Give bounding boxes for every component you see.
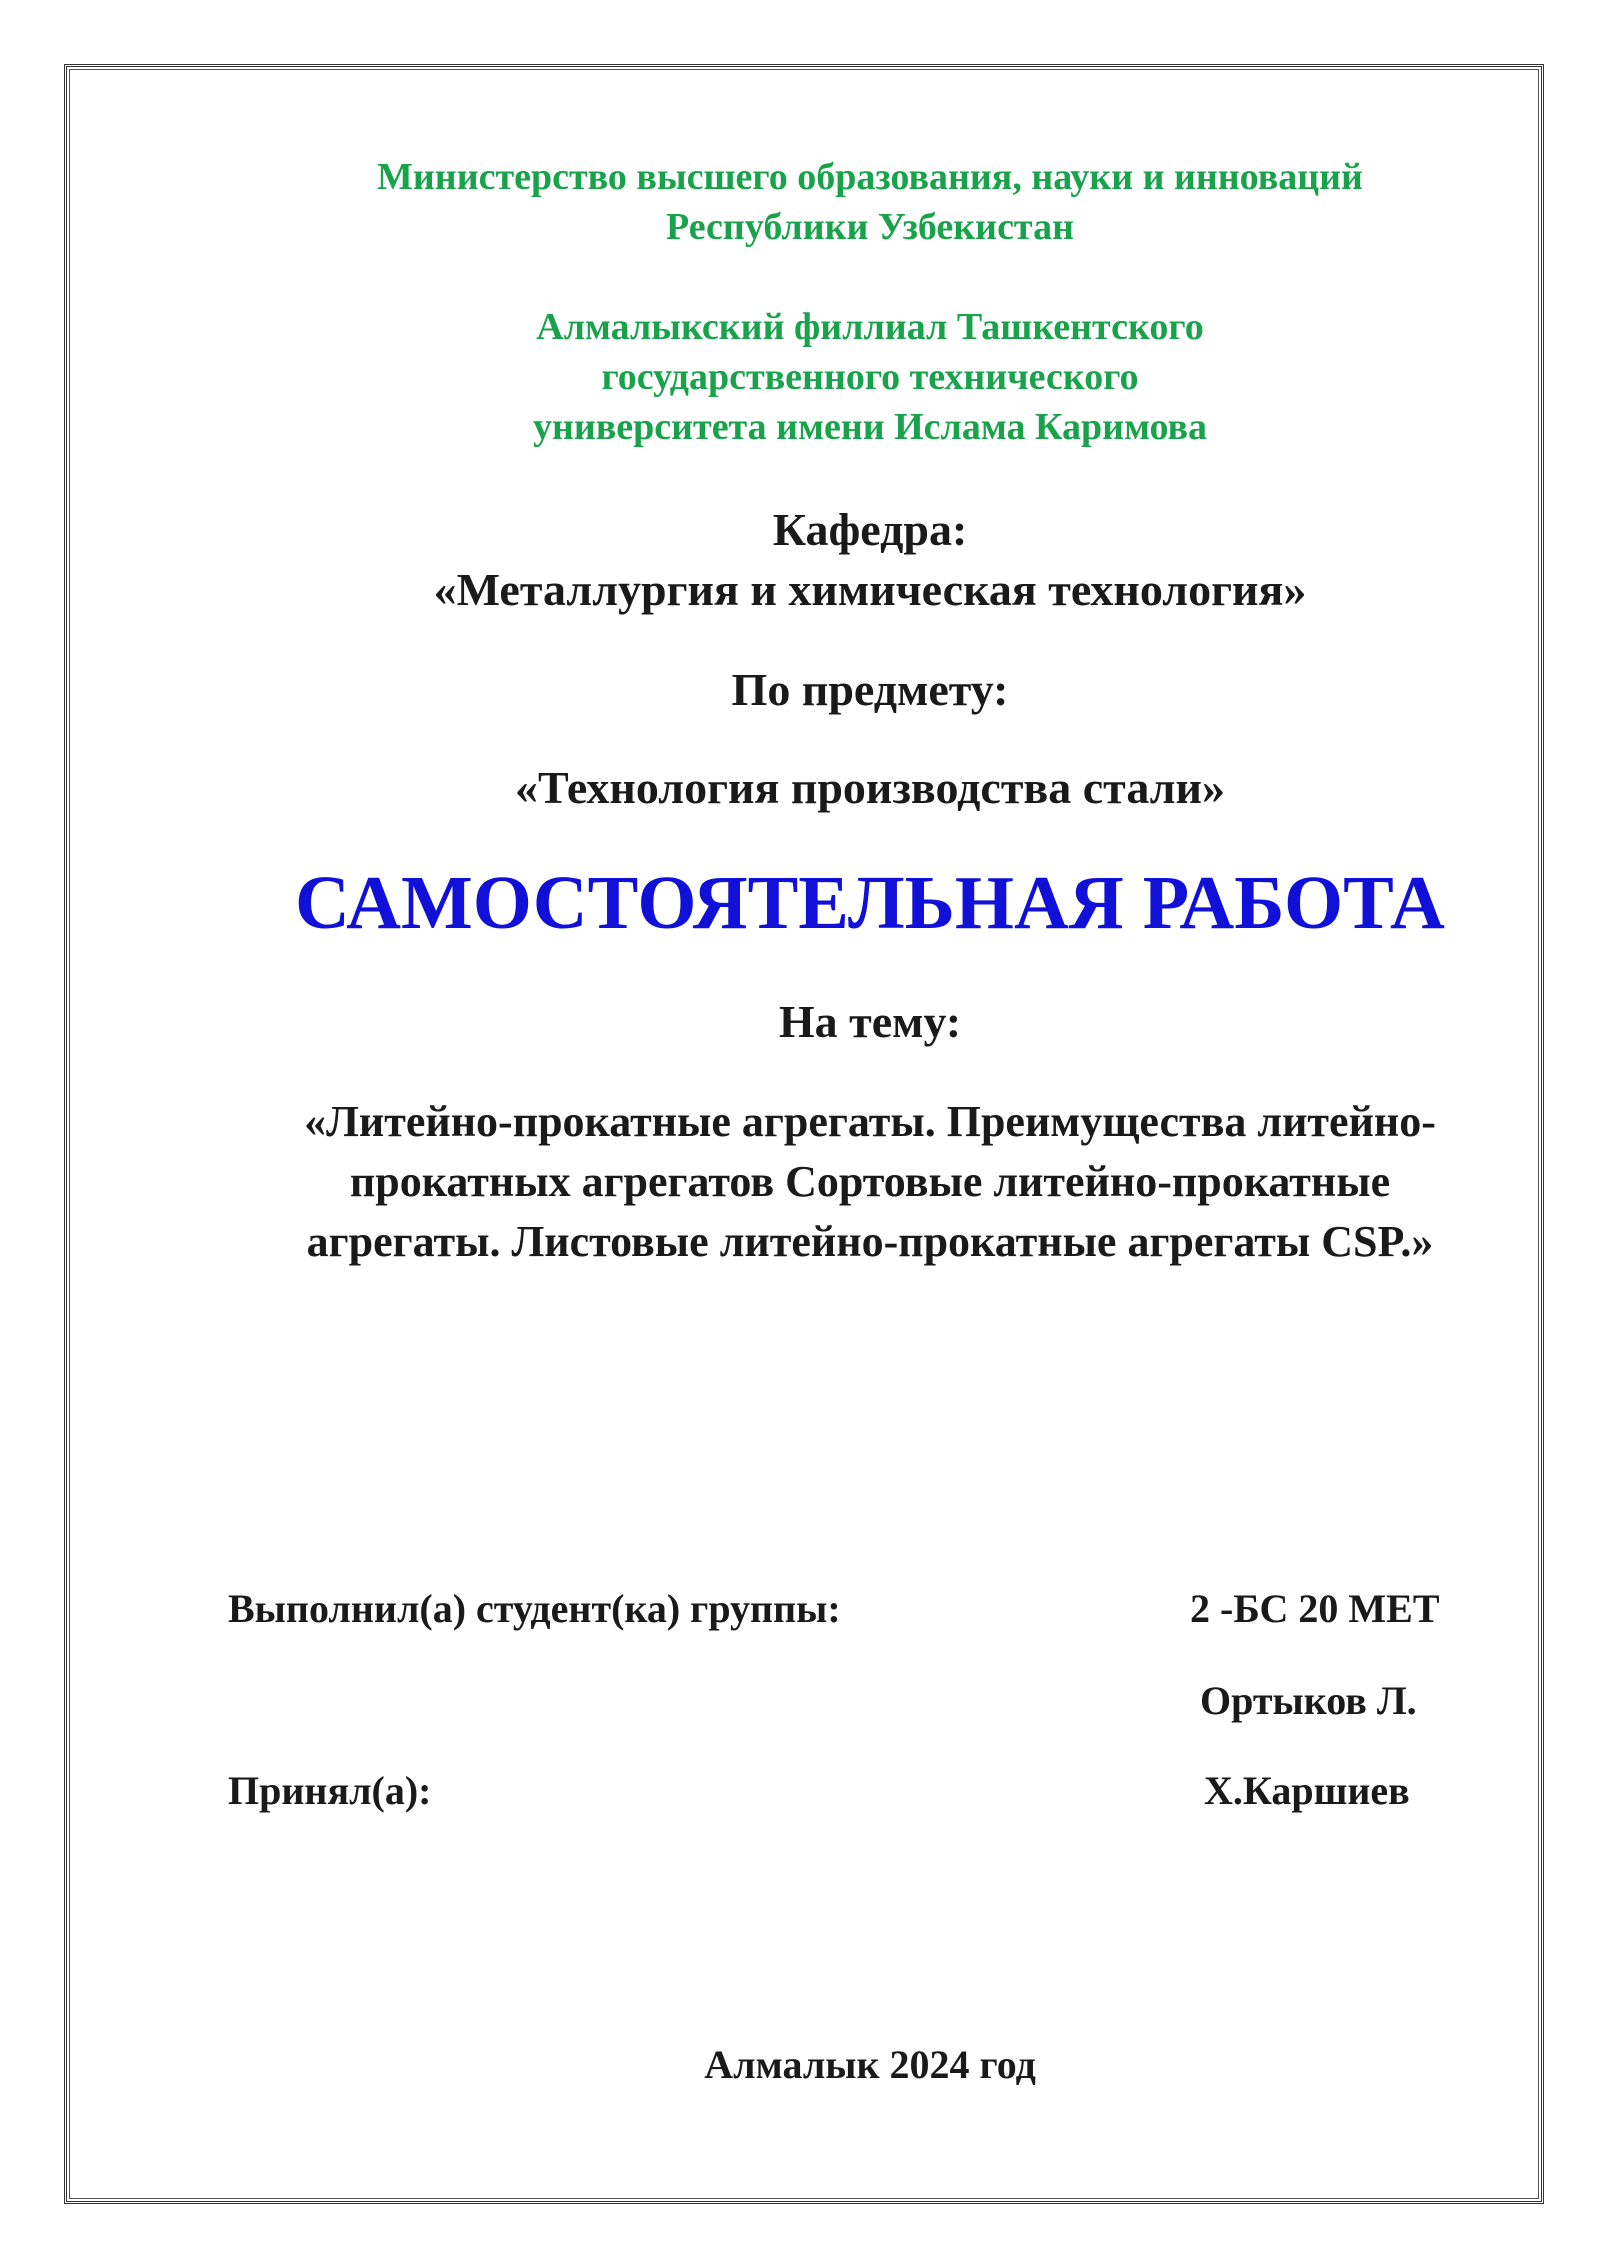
performed-label: Выполнил(а) студент(ка) группы: xyxy=(228,1586,841,1631)
department-name: «Металлургия и химическая технология» xyxy=(433,564,1307,615)
topic-text xyxy=(200,1092,1540,1272)
institute-line-1: Алмалыкский филлиал Ташкентского xyxy=(536,306,1204,348)
topic-line-3: агрегаты. Листовые литейно-прокатные агрегаты CSP.» xyxy=(306,1217,1434,1266)
ministry-heading xyxy=(200,152,1540,252)
subject-label: По предмету: xyxy=(731,664,1009,715)
department-block xyxy=(200,500,1540,620)
institute-line-2: государственного технического xyxy=(601,356,1139,398)
ministry-line-2: Республики Узбекистан xyxy=(666,206,1074,248)
document-title: САМОСТОЯТЕЛЬНАЯ РАБОТА xyxy=(295,861,1445,945)
subject-name: «Технология производства стали» xyxy=(514,762,1226,813)
institute-heading xyxy=(200,302,1540,452)
department-label: Кафедра: xyxy=(772,504,968,555)
teacher-name: Х.Каршиев xyxy=(1204,1768,1410,1813)
institute-line-3: университета имени Ислама Каримова xyxy=(532,406,1208,448)
city-year: Алмалык 2024 год xyxy=(704,2042,1036,2087)
topic-label: На тему: xyxy=(778,996,962,1047)
student-name: Ортыков Л. xyxy=(1200,1678,1417,1723)
topic-line-1: «Литейно-прокатные агрегаты. Преимущества литейно- xyxy=(304,1097,1436,1146)
accepted-label: Принял(а): xyxy=(228,1768,432,1813)
topic-line-2: прокатных агрегатов Сортовые литейно-прокатные xyxy=(349,1157,1391,1206)
group-value: 2 -БС 20 МЕТ xyxy=(1190,1586,1440,1631)
ministry-line-1: Министерство высшего образования, науки и инноваций xyxy=(377,156,1363,198)
